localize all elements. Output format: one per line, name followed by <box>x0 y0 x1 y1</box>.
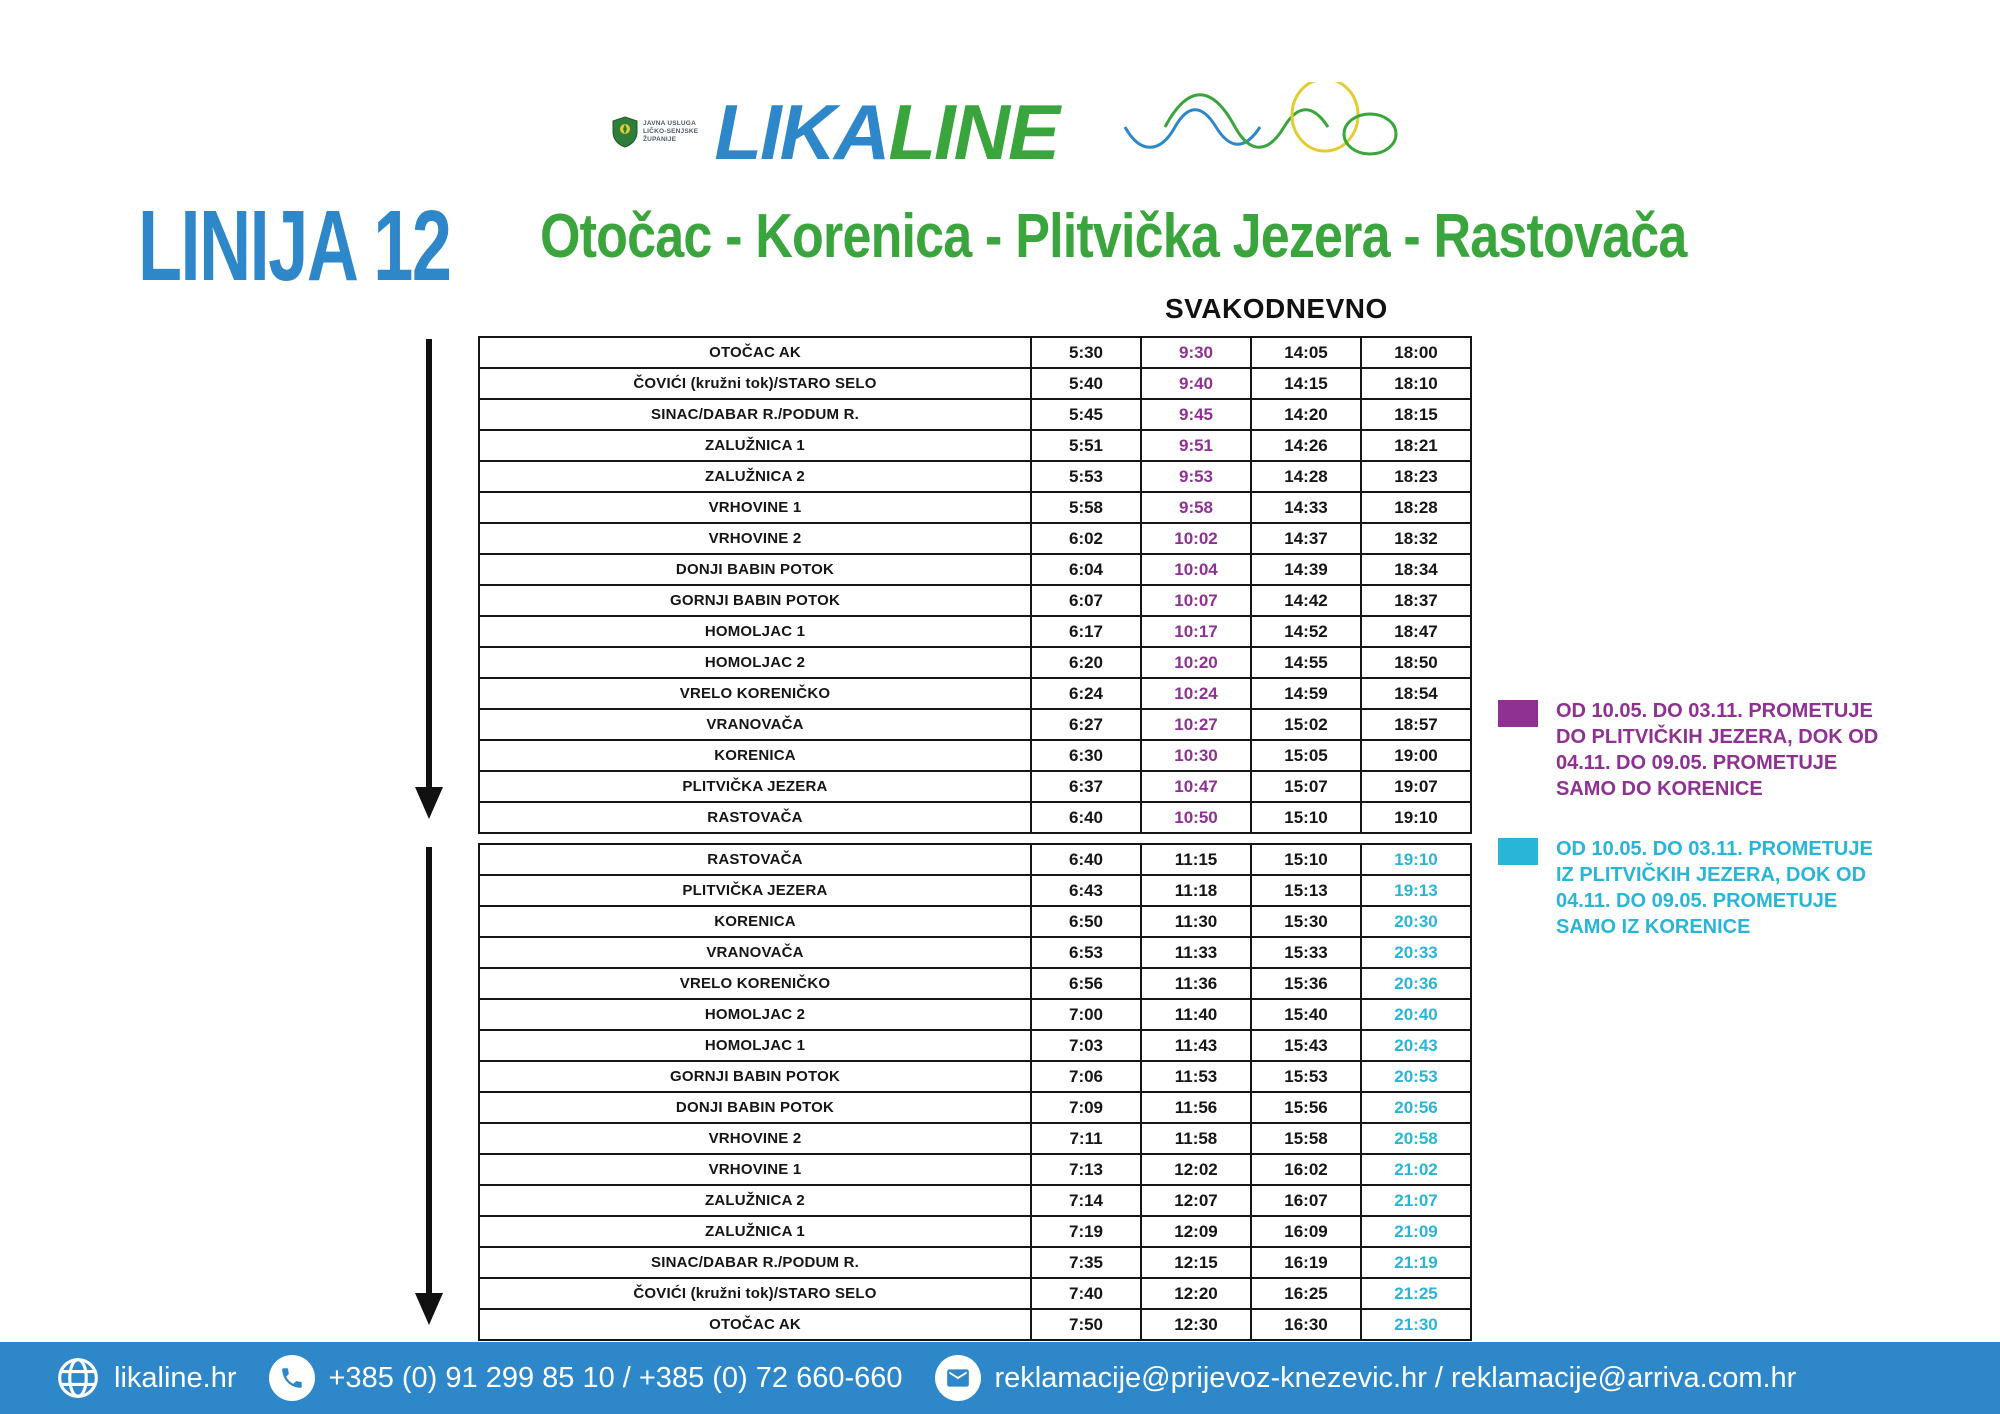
table-row <box>479 430 1471 461</box>
departure-time: 21:25 <box>1361 1278 1471 1309</box>
table-row <box>479 906 1471 937</box>
departure-time: 6:24 <box>1031 678 1141 709</box>
departure-time: 6:53 <box>1031 937 1141 968</box>
departure-time: 14:55 <box>1251 647 1361 678</box>
departure-time: 18:37 <box>1361 585 1471 616</box>
departure-time: 20:30 <box>1361 906 1471 937</box>
departure-time: 21:07 <box>1361 1185 1471 1216</box>
departure-time: 9:58 <box>1141 492 1251 523</box>
timetable-outbound <box>478 336 1472 834</box>
departure-time: 7:09 <box>1031 1092 1141 1123</box>
departure-time: 19:00 <box>1361 740 1471 771</box>
departure-time: 15:02 <box>1251 709 1361 740</box>
departure-time: 20:33 <box>1361 937 1471 968</box>
table-row <box>479 1030 1471 1061</box>
stop-name: HOMOLJAC 1 <box>479 1030 1031 1061</box>
county-emblem <box>612 116 698 148</box>
logo-word-line: LINE <box>888 88 1058 176</box>
table-row <box>479 802 1471 833</box>
departure-time: 14:59 <box>1251 678 1361 709</box>
table-row <box>479 771 1471 802</box>
departure-time: 6:30 <box>1031 740 1141 771</box>
departure-time: 14:26 <box>1251 430 1361 461</box>
departure-time: 5:51 <box>1031 430 1141 461</box>
stop-name: ČOVIĆI (kružni tok)/STARO SELO <box>479 368 1031 399</box>
departure-time: 15:36 <box>1251 968 1361 999</box>
departure-time: 6:40 <box>1031 802 1141 833</box>
departure-time: 10:27 <box>1141 709 1251 740</box>
departure-time: 19:10 <box>1361 802 1471 833</box>
stop-name: RASTOVAČA <box>479 802 1031 833</box>
departure-time: 6:04 <box>1031 554 1141 585</box>
departure-time: 6:02 <box>1031 523 1141 554</box>
departure-time: 11:53 <box>1141 1061 1251 1092</box>
stop-name: KORENICA <box>479 740 1031 771</box>
departure-time: 20:53 <box>1361 1061 1471 1092</box>
stop-name: HOMOLJAC 2 <box>479 999 1031 1030</box>
departure-time: 15:40 <box>1251 999 1361 1030</box>
departure-time: 21:09 <box>1361 1216 1471 1247</box>
departure-time: 7:11 <box>1031 1123 1141 1154</box>
departure-time: 12:15 <box>1141 1247 1251 1278</box>
stop-name: KORENICA <box>479 906 1031 937</box>
departure-time: 15:53 <box>1251 1061 1361 1092</box>
email-links[interactable]: reklamacije@prijevoz-knezevic.hr / reklamacije@arriva.com.hr <box>994 1361 1797 1394</box>
departure-time: 7:50 <box>1031 1309 1141 1340</box>
table-row <box>479 461 1471 492</box>
stop-name: PLITVIČKA JEZERA <box>479 771 1031 802</box>
stop-name: VRELO KORENIČKO <box>479 968 1031 999</box>
departure-time: 21:30 <box>1361 1309 1471 1340</box>
departure-time: 21:02 <box>1361 1154 1471 1185</box>
departure-time: 15:10 <box>1251 802 1361 833</box>
departure-time: 15:10 <box>1251 844 1361 875</box>
departure-time: 16:02 <box>1251 1154 1361 1185</box>
departure-time: 5:30 <box>1031 337 1141 368</box>
stop-name: ČOVIĆI (kružni tok)/STARO SELO <box>479 1278 1031 1309</box>
departure-time: 20:43 <box>1361 1030 1471 1061</box>
departure-time: 7:06 <box>1031 1061 1141 1092</box>
table-row <box>479 523 1471 554</box>
departure-time: 11:58 <box>1141 1123 1251 1154</box>
globe-icon <box>56 1356 100 1400</box>
legend-purple-swatch <box>1498 700 1538 727</box>
departure-time: 12:30 <box>1141 1309 1251 1340</box>
departure-time: 18:21 <box>1361 430 1471 461</box>
departure-time: 5:53 <box>1031 461 1141 492</box>
departure-time: 19:10 <box>1361 844 1471 875</box>
departure-time: 16:07 <box>1251 1185 1361 1216</box>
departure-time: 9:51 <box>1141 430 1251 461</box>
legend-cyan <box>1498 836 1898 940</box>
stop-name: ZALUŽNICA 2 <box>479 1185 1031 1216</box>
table-row <box>479 1154 1471 1185</box>
stop-name: OTOČAC AK <box>479 1309 1031 1340</box>
departure-time: 12:20 <box>1141 1278 1251 1309</box>
departure-time: 10:24 <box>1141 678 1251 709</box>
stop-name: OTOČAC AK <box>479 337 1031 368</box>
table-row <box>479 1092 1471 1123</box>
departure-time: 6:07 <box>1031 585 1141 616</box>
legend-cyan-swatch <box>1498 838 1538 865</box>
logo-wordmark <box>714 84 1058 180</box>
table-row <box>479 647 1471 678</box>
stop-name: DONJI BABIN POTOK <box>479 1092 1031 1123</box>
route-title: Otočac - Korenica - Plitvička Jezera - Rastovača <box>540 202 1687 271</box>
departure-time: 10:17 <box>1141 616 1251 647</box>
departure-time: 15:33 <box>1251 937 1361 968</box>
departure-time: 21:19 <box>1361 1247 1471 1278</box>
county-shield-icon <box>612 116 638 148</box>
departure-time: 14:42 <box>1251 585 1361 616</box>
departure-time: 7:40 <box>1031 1278 1141 1309</box>
departure-time: 18:50 <box>1361 647 1471 678</box>
departure-time: 15:43 <box>1251 1030 1361 1061</box>
table-row <box>479 1185 1471 1216</box>
stop-name: VRELO KORENIČKO <box>479 678 1031 709</box>
departure-time: 10:47 <box>1141 771 1251 802</box>
table-row <box>479 616 1471 647</box>
departure-time: 7:35 <box>1031 1247 1141 1278</box>
stop-name: SINAC/DABAR R./PODUM R. <box>479 1247 1031 1278</box>
departure-time: 19:07 <box>1361 771 1471 802</box>
stop-name: VRANOVAČA <box>479 709 1031 740</box>
timetable-return <box>478 843 1472 1341</box>
table-row <box>479 1061 1471 1092</box>
departure-time: 15:13 <box>1251 875 1361 906</box>
departure-time: 10:02 <box>1141 523 1251 554</box>
departure-time: 18:15 <box>1361 399 1471 430</box>
logo-word-lika: LIKA <box>714 88 889 176</box>
logo <box>612 84 1465 180</box>
departure-time: 14:28 <box>1251 461 1361 492</box>
table-row <box>479 585 1471 616</box>
departure-time: 14:05 <box>1251 337 1361 368</box>
departure-time: 10:07 <box>1141 585 1251 616</box>
stop-name: HOMOLJAC 2 <box>479 647 1031 678</box>
departure-time: 14:20 <box>1251 399 1361 430</box>
departure-time: 11:56 <box>1141 1092 1251 1123</box>
timetable-return-body <box>479 844 1471 1340</box>
departure-time: 18:28 <box>1361 492 1471 523</box>
stop-name: GORNJI BABIN POTOK <box>479 1061 1031 1092</box>
departure-time: 15:07 <box>1251 771 1361 802</box>
departure-time: 9:30 <box>1141 337 1251 368</box>
table-row <box>479 399 1471 430</box>
departure-time: 18:57 <box>1361 709 1471 740</box>
table-row <box>479 875 1471 906</box>
departure-time: 14:39 <box>1251 554 1361 585</box>
departure-time: 14:33 <box>1251 492 1361 523</box>
departure-time: 20:36 <box>1361 968 1471 999</box>
departure-time: 15:05 <box>1251 740 1361 771</box>
departure-time: 5:45 <box>1031 399 1141 430</box>
website-link[interactable]: likaline.hr <box>114 1361 237 1394</box>
table-row <box>479 1123 1471 1154</box>
departure-time: 15:56 <box>1251 1092 1361 1123</box>
departure-time: 11:43 <box>1141 1030 1251 1061</box>
timetable-outbound-body <box>479 337 1471 833</box>
stop-name: VRHOVINE 1 <box>479 492 1031 523</box>
departure-time: 11:36 <box>1141 968 1251 999</box>
legend-purple-text: OD 10.05. DO 03.11. PROMETUJE DO PLITVIČKIH JEZERA, DOK OD 04.11. DO 09.05. PROMETUJE SAMO DO KORENICE <box>1556 700 1879 800</box>
logo-waves-graphic <box>1070 82 1465 182</box>
stop-name: VRHOVINE 1 <box>479 1154 1031 1185</box>
stop-name: VRANOVAČA <box>479 937 1031 968</box>
footer-website-group <box>56 1356 237 1400</box>
departure-time: 6:50 <box>1031 906 1141 937</box>
departure-time: 7:03 <box>1031 1030 1141 1061</box>
schedule-label: SVAKODNEVNO <box>1165 293 1388 324</box>
departure-time: 10:20 <box>1141 647 1251 678</box>
departure-time: 11:40 <box>1141 999 1251 1030</box>
departure-time: 7:00 <box>1031 999 1141 1030</box>
departure-time: 18:47 <box>1361 616 1471 647</box>
departure-time: 6:20 <box>1031 647 1141 678</box>
departure-time: 9:40 <box>1141 368 1251 399</box>
departure-time: 12:02 <box>1141 1154 1251 1185</box>
departure-time: 16:09 <box>1251 1216 1361 1247</box>
departure-time: 19:13 <box>1361 875 1471 906</box>
table-row <box>479 554 1471 585</box>
departure-time: 20:56 <box>1361 1092 1471 1123</box>
departure-time: 11:30 <box>1141 906 1251 937</box>
departure-time: 10:30 <box>1141 740 1251 771</box>
legend-cyan-text: OD 10.05. DO 03.11. PROMETUJE IZ PLITVIČKIH JEZERA, DOK OD 04.11. DO 09.05. PROMETUJE SAMO IZ KORENICE <box>1556 838 1873 938</box>
departure-time: 12:09 <box>1141 1216 1251 1247</box>
departure-time: 10:50 <box>1141 802 1251 833</box>
table-row <box>479 709 1471 740</box>
departure-time: 9:45 <box>1141 399 1251 430</box>
direction-arrow-down-return <box>414 845 444 1325</box>
departure-time: 20:40 <box>1361 999 1471 1030</box>
direction-arrow-down-outbound <box>414 337 444 819</box>
email-icon <box>935 1355 981 1401</box>
footer-contact-bar <box>0 1342 2000 1414</box>
stop-name: RASTOVAČA <box>479 844 1031 875</box>
departure-time: 11:18 <box>1141 875 1251 906</box>
departure-time: 16:30 <box>1251 1309 1361 1340</box>
departure-time: 6:43 <box>1031 875 1141 906</box>
departure-time: 6:40 <box>1031 844 1141 875</box>
departure-time: 6:37 <box>1031 771 1141 802</box>
stop-name: VRHOVINE 2 <box>479 1123 1031 1154</box>
departure-time: 14:15 <box>1251 368 1361 399</box>
departure-time: 11:15 <box>1141 844 1251 875</box>
table-row <box>479 368 1471 399</box>
departure-time: 16:19 <box>1251 1247 1361 1278</box>
stop-name: DONJI BABIN POTOK <box>479 554 1031 585</box>
stop-name: VRHOVINE 2 <box>479 523 1031 554</box>
emblem-caption: JAVNA USLUGA LIČKO-SENJSKE ŽUPANIJE <box>643 120 699 143</box>
departure-time: 7:14 <box>1031 1185 1141 1216</box>
departure-time: 12:07 <box>1141 1185 1251 1216</box>
departure-time: 18:23 <box>1361 461 1471 492</box>
departure-time: 5:58 <box>1031 492 1141 523</box>
page-title: LINIJA 12 <box>138 190 451 302</box>
departure-time: 10:04 <box>1141 554 1251 585</box>
table-row <box>479 999 1471 1030</box>
departure-time: 18:32 <box>1361 523 1471 554</box>
departure-time: 20:58 <box>1361 1123 1471 1154</box>
departure-time: 9:53 <box>1141 461 1251 492</box>
table-row <box>479 937 1471 968</box>
table-row <box>479 1309 1471 1340</box>
departure-time: 6:56 <box>1031 968 1141 999</box>
stop-name: PLITVIČKA JEZERA <box>479 875 1031 906</box>
table-row <box>479 968 1471 999</box>
phone-icon <box>269 1355 315 1401</box>
departure-time: 11:33 <box>1141 937 1251 968</box>
footer-phone-group <box>269 1355 903 1401</box>
legend-purple <box>1498 698 1898 802</box>
stop-name: GORNJI BABIN POTOK <box>479 585 1031 616</box>
table-row <box>479 1278 1471 1309</box>
table-row <box>479 844 1471 875</box>
departure-time: 6:27 <box>1031 709 1141 740</box>
departure-time: 15:58 <box>1251 1123 1361 1154</box>
departure-time: 18:00 <box>1361 337 1471 368</box>
stop-name: ZALUŽNICA 2 <box>479 461 1031 492</box>
table-row <box>479 492 1471 523</box>
departure-time: 5:40 <box>1031 368 1141 399</box>
departure-time: 14:37 <box>1251 523 1361 554</box>
table-row <box>479 1216 1471 1247</box>
departure-time: 7:13 <box>1031 1154 1141 1185</box>
departure-time: 18:10 <box>1361 368 1471 399</box>
table-row <box>479 1247 1471 1278</box>
departure-time: 14:52 <box>1251 616 1361 647</box>
stop-name: ZALUŽNICA 1 <box>479 430 1031 461</box>
table-row <box>479 337 1471 368</box>
departure-time: 7:19 <box>1031 1216 1141 1247</box>
stop-name: HOMOLJAC 1 <box>479 616 1031 647</box>
footer-email-group <box>935 1355 1797 1401</box>
stop-name: SINAC/DABAR R./PODUM R. <box>479 399 1031 430</box>
departure-time: 16:25 <box>1251 1278 1361 1309</box>
stop-name: ZALUŽNICA 1 <box>479 1216 1031 1247</box>
departure-time: 15:30 <box>1251 906 1361 937</box>
departure-time: 6:17 <box>1031 616 1141 647</box>
table-row <box>479 740 1471 771</box>
departure-time: 18:34 <box>1361 554 1471 585</box>
table-row <box>479 678 1471 709</box>
departure-time: 18:54 <box>1361 678 1471 709</box>
phone-numbers[interactable]: +385 (0) 91 299 85 10 / +385 (0) 72 660-660 <box>328 1361 903 1394</box>
